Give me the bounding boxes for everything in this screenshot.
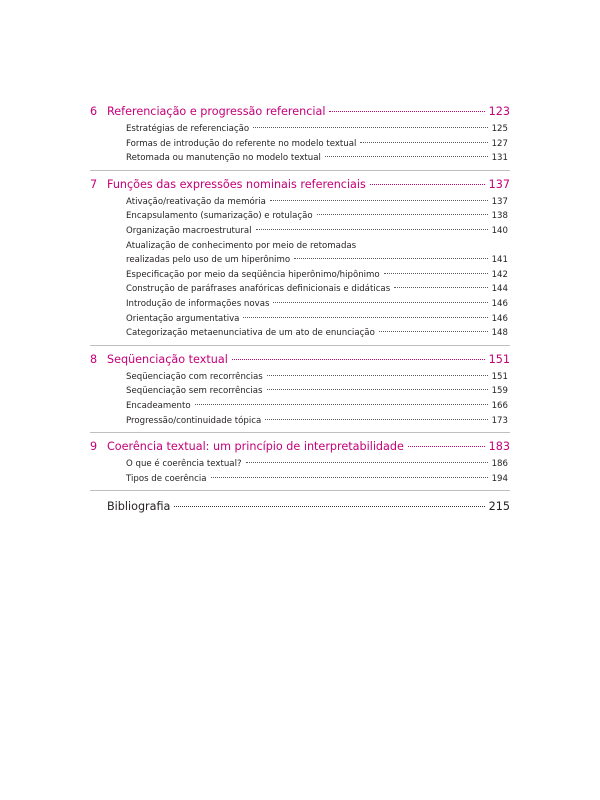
toc-entry: [126, 399, 510, 414]
entry-title: Formas de introdução do referente no modelo textual: [126, 138, 357, 149]
toc-entry: [126, 195, 510, 210]
entry-title: Categorização metaenunciativa de um ato de enunciação: [126, 328, 375, 339]
toc-entry: [126, 122, 510, 137]
chapter-title: Seqüenciação textual: [107, 352, 228, 366]
dot-leader: [360, 142, 487, 143]
dot-leader: [329, 111, 484, 112]
dot-leader: [246, 462, 488, 463]
entry-page: 146: [491, 313, 508, 324]
entry-title: Retomada ou manutenção no modelo textual: [126, 153, 321, 164]
toc-entry: [126, 268, 510, 283]
entry-page: 151: [491, 371, 508, 382]
entry-title: Estratégias de referenciação: [126, 124, 250, 134]
entry-page: 138: [491, 211, 508, 222]
toc-entry: [126, 370, 510, 385]
entry-page: 146: [491, 298, 508, 309]
entry-page: 148: [491, 328, 508, 339]
chapter-title: Referenciação e progressão referencial: [107, 105, 326, 118]
entry-title: realizadas pelo uso de um hiperônimo: [126, 255, 291, 266]
entry-page: 166: [491, 400, 508, 411]
toc-entry: [126, 384, 510, 399]
entry-title: Seqüenciação sem recorrências: [126, 386, 263, 397]
dot-leader: [294, 258, 488, 259]
chapter-page: 137: [488, 177, 510, 191]
entry-page: 173: [491, 415, 508, 426]
entry-page: 142: [491, 269, 508, 280]
entry-page: 144: [491, 284, 508, 295]
dot-leader: [232, 359, 485, 360]
entry-title: Introdução de informações novas: [126, 298, 270, 309]
chapter-page: 183: [488, 440, 510, 454]
bibliography-heading: [90, 497, 510, 517]
chapter-number: 7: [90, 177, 98, 191]
dot-leader: [325, 156, 488, 157]
entry-page: 159: [491, 386, 508, 397]
chapter-heading: [90, 350, 510, 370]
toc-entry: [126, 457, 510, 472]
dot-leader: [379, 331, 488, 332]
toc-entry: [126, 224, 510, 239]
dot-leader: [243, 317, 487, 318]
entry-page: 140: [491, 225, 508, 236]
toc-entry: [126, 282, 510, 297]
entry-title: Encadeamento: [126, 400, 191, 411]
entry-title: Encapsulamento (sumarização) e rotulação: [126, 211, 313, 222]
entry-page: 137: [491, 196, 508, 207]
bibliography-page: 215: [488, 500, 510, 514]
chapter-title: Funções das expressões nominais referenciais: [107, 177, 366, 191]
chapter-title: Coerência textual: um princípio de interpretabilidade: [107, 440, 404, 454]
chapter-heading: [90, 175, 510, 195]
section-divider: [90, 170, 510, 171]
entry-title: Ativação/reativação da memória: [126, 196, 266, 207]
dot-leader: [267, 375, 488, 376]
entry-title: O que é coerência textual?: [126, 459, 242, 470]
dot-leader: [265, 419, 487, 420]
entry-title: Seqüenciação com recorrências: [126, 371, 263, 382]
chapter-heading: [90, 102, 510, 122]
dot-leader: [253, 127, 487, 128]
dot-leader: [174, 506, 484, 507]
entry-title: Construção de paráfrases anafóricas definicionais e didáticas: [126, 284, 391, 295]
dot-leader: [195, 404, 488, 405]
chapter-number: 8: [90, 352, 98, 366]
toc-entry: [126, 151, 510, 166]
entry-page: 131: [491, 153, 508, 164]
toc-entry: [126, 137, 510, 152]
entry-title: Atualização de conhecimento por meio de retomadas: [126, 240, 357, 251]
dot-leader: [256, 229, 488, 230]
entry-title: Tipos de coerência: [126, 473, 207, 484]
chapter-heading: [90, 437, 510, 457]
chapter-entries: [90, 195, 510, 341]
section-divider: [90, 345, 510, 346]
toc-entry: [126, 312, 510, 327]
chapter-entries: [90, 370, 510, 428]
toc-entry: [126, 253, 510, 268]
chapter-page: 151: [488, 352, 510, 366]
chapter-entries: [90, 122, 510, 166]
dot-leader: [317, 214, 488, 215]
entry-title: Organização macroestrutural: [126, 225, 252, 236]
entry-page: 194: [491, 473, 508, 484]
chapter-page: 123: [488, 105, 510, 118]
dot-leader: [273, 302, 487, 303]
entry-page: 186: [491, 459, 508, 470]
toc-entry: [126, 239, 510, 254]
dot-leader: [394, 287, 487, 288]
entry-page: 141: [491, 255, 508, 266]
toc-entry: [126, 414, 510, 429]
entry-page: 127: [491, 138, 508, 149]
chapter-number: 6: [90, 105, 98, 118]
entry-title: Progressão/continuidade tópica: [126, 415, 262, 426]
bibliography-title: Bibliografia: [107, 500, 171, 514]
toc-entry: [126, 297, 510, 312]
entry-page: 125: [491, 124, 508, 134]
dot-leader: [370, 184, 485, 185]
dot-leader: [211, 477, 488, 478]
dot-leader: [267, 389, 488, 390]
entry-title: Especificação por meio da seqüência hiperônimo/hipônimo: [126, 269, 380, 280]
toc-entry: [126, 326, 510, 341]
section-divider: [90, 490, 510, 491]
entry-title: Orientação argumentativa: [126, 313, 240, 324]
toc-entry: [126, 209, 510, 224]
toc-entry: [126, 472, 510, 487]
chapter-number: 9: [90, 440, 98, 454]
chapter-entries: [90, 457, 510, 486]
section-divider: [90, 432, 510, 433]
dot-leader: [270, 200, 488, 201]
dot-leader: [408, 446, 485, 447]
table-of-contents: [90, 102, 510, 517]
dot-leader: [384, 273, 488, 274]
